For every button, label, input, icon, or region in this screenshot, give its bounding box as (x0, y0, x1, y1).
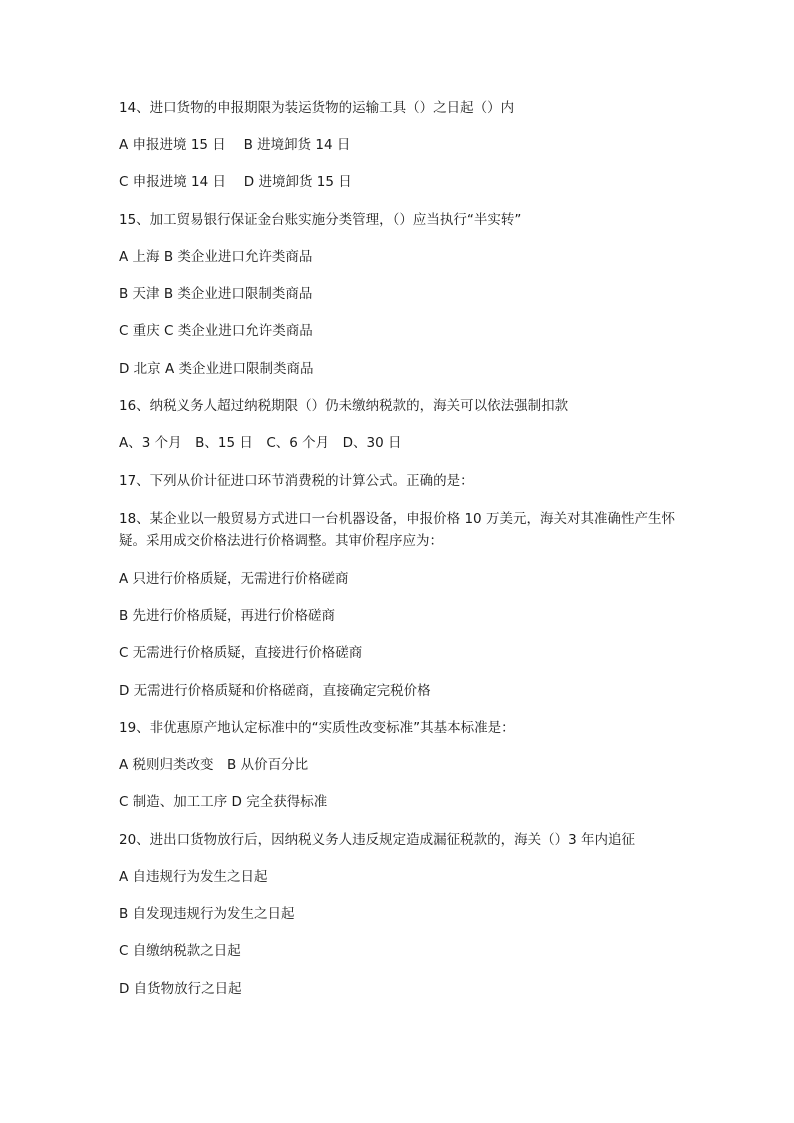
question-18-option-b: B 先进行价格质疑，再进行价格磋商 (119, 608, 336, 624)
question-20-stem: 20、进出口货物放行后，因纳税义务人违反规定造成漏征税款的，海关（）3 年内追征 (119, 832, 636, 848)
question-18-stem: 18、某企业以一般贸易方式进口一台机器设备，申报价格 10 万美元，海关对其准确性产生怀疑。采用成交价格法进行价格调整。其审价程序应为： (119, 511, 675, 549)
question-19-options-cd: C 制造、加工工序 D 完全获得标准 (119, 794, 328, 810)
question-14-options-ab: A 申报进境 15 日 B 进境卸货 14 日 (119, 137, 351, 153)
question-15-stem: 15、加工贸易银行保证金台账实施分类管理，（）应当执行“半实转” (119, 212, 522, 228)
question-20-option-a: A 自违规行为发生之日起 (119, 869, 268, 885)
question-18-option-c: C 无需进行价格质疑，直接进行价格磋商 (119, 645, 363, 661)
question-16-options: A、3 个月 B、15 日 C、6 个月 D、30 日 (119, 435, 402, 451)
question-20-option-c: C 自缴纳税款之日起 (119, 943, 241, 959)
question-17-stem: 17、下列从价计征进口环节消费税的计算公式。正确的是： (119, 473, 474, 489)
question-15-option-a: A 上海 B 类企业进口允许类商品 (119, 249, 313, 265)
question-19-options-ab: A 税则归类改变 B 从价百分比 (119, 757, 309, 773)
question-18-option-a: A 只进行价格质疑，无需进行价格磋商 (119, 571, 349, 587)
question-14-options-cd: C 申报进境 14 日 D 进境卸货 15 日 (119, 174, 352, 190)
question-20-option-d: D 自货物放行之日起 (119, 981, 242, 997)
question-15-option-c: C 重庆 C 类企业进口允许类商品 (119, 323, 313, 339)
question-16-stem: 16、纳税义务人超过纳税期限（）仍未缴纳税款的，海关可以依法强制扣款 (119, 398, 569, 414)
question-18-option-d: D 无需进行价格质疑和价格磋商，直接确定完税价格 (119, 683, 431, 699)
question-14-stem: 14、进口货物的申报期限为装运货物的运输工具（）之日起（）内 (119, 100, 515, 116)
question-15-option-b: B 天津 B 类企业进口限制类商品 (119, 286, 313, 302)
question-15-option-d: D 北京 A 类企业进口限制类商品 (119, 361, 314, 377)
question-19-stem: 19、非优惠原产地认定标准中的“实质性改变标准”其基本标准是： (119, 720, 515, 736)
question-20-option-b: B 自发现违规行为发生之日起 (119, 906, 295, 922)
